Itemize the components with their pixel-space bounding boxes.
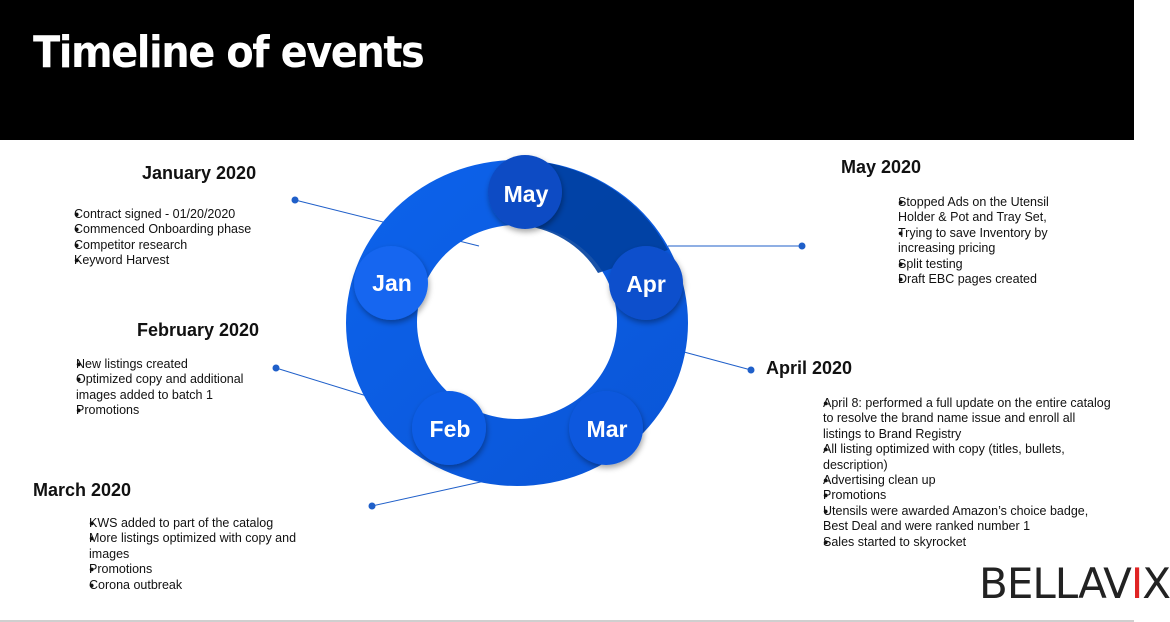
list-item: ● Advertising clean up xyxy=(788,473,1116,488)
list-item: ● KWS added to part of the catalog xyxy=(55,516,323,531)
list-item: ● Promotions xyxy=(42,403,272,418)
section-january-list xyxy=(40,207,320,269)
list-item: ● New listings created xyxy=(42,357,272,372)
section-march-heading: March 2020 xyxy=(33,480,132,500)
list-item: ● Contract signed - 01/20/2020 xyxy=(40,207,320,222)
list-item: ● More listings optimized with copy and images xyxy=(55,531,323,562)
month-label-mar: Mar xyxy=(586,416,628,442)
section-may-list xyxy=(863,195,1071,287)
page-title: Timeline of events xyxy=(33,28,424,78)
connector-dot-may xyxy=(799,243,806,250)
connector-dot-april xyxy=(748,367,755,374)
logo-accent-text: I xyxy=(1130,559,1143,608)
section-january-heading: January 2020 xyxy=(142,163,257,183)
list-item: ● Sales started to skyrocket xyxy=(788,535,1116,550)
list-item: ● Trying to save Inventory by increasing pricing xyxy=(863,226,1071,257)
month-label-feb: Feb xyxy=(429,416,471,442)
month-label-may: May xyxy=(503,181,549,207)
section-march xyxy=(33,480,323,593)
list-item: ● All listing optimized with copy (titles, bullets, description) xyxy=(788,442,1116,473)
connector-dot-february xyxy=(273,365,280,372)
list-item: ● Promotions xyxy=(55,562,323,577)
section-february xyxy=(42,320,272,419)
section-april-list xyxy=(788,396,1116,550)
list-item: ● Competitor research xyxy=(40,238,320,253)
list-item: ● Stopped Ads on the Utensil Holder & Pot and Tray Set, xyxy=(863,195,1071,226)
list-item: ● Promotions xyxy=(788,488,1116,503)
list-item: ● Commenced Onboarding phase xyxy=(40,222,320,237)
bellavix-logo xyxy=(979,561,1170,607)
section-february-list xyxy=(42,357,272,419)
list-item: ● April 8: performed a full update on the entire catalog to resolve the brand name issue and enroll all listings to Brand Registry xyxy=(788,396,1116,442)
section-march-list xyxy=(55,516,323,593)
month-label-jan: Jan xyxy=(372,270,412,296)
logo-main-text: BELLAV xyxy=(979,559,1131,608)
list-item: ● Keyword Harvest xyxy=(40,253,320,268)
connector-march xyxy=(372,481,485,506)
list-item: ● Draft EBC pages created xyxy=(863,272,1071,287)
section-may xyxy=(841,157,1071,287)
section-january xyxy=(40,163,320,269)
connector-april xyxy=(684,352,751,370)
logo-tail-text: X xyxy=(1142,559,1170,608)
list-item: ● Utensils were awarded Amazon’s choice badge, Best Deal and were ranked number 1 xyxy=(788,504,1116,535)
list-item: ● Corona outbreak xyxy=(55,578,323,593)
section-april-heading: April 2020 xyxy=(766,358,853,378)
list-item: ● Optimized copy and additional images added to batch 1 xyxy=(42,372,272,403)
section-may-heading: May 2020 xyxy=(841,157,922,177)
section-february-heading: February 2020 xyxy=(137,320,260,340)
month-label-apr: Apr xyxy=(626,271,666,297)
list-item: ● Split testing xyxy=(863,257,1071,272)
connector-dot-march xyxy=(369,503,376,510)
section-april xyxy=(766,358,1116,550)
